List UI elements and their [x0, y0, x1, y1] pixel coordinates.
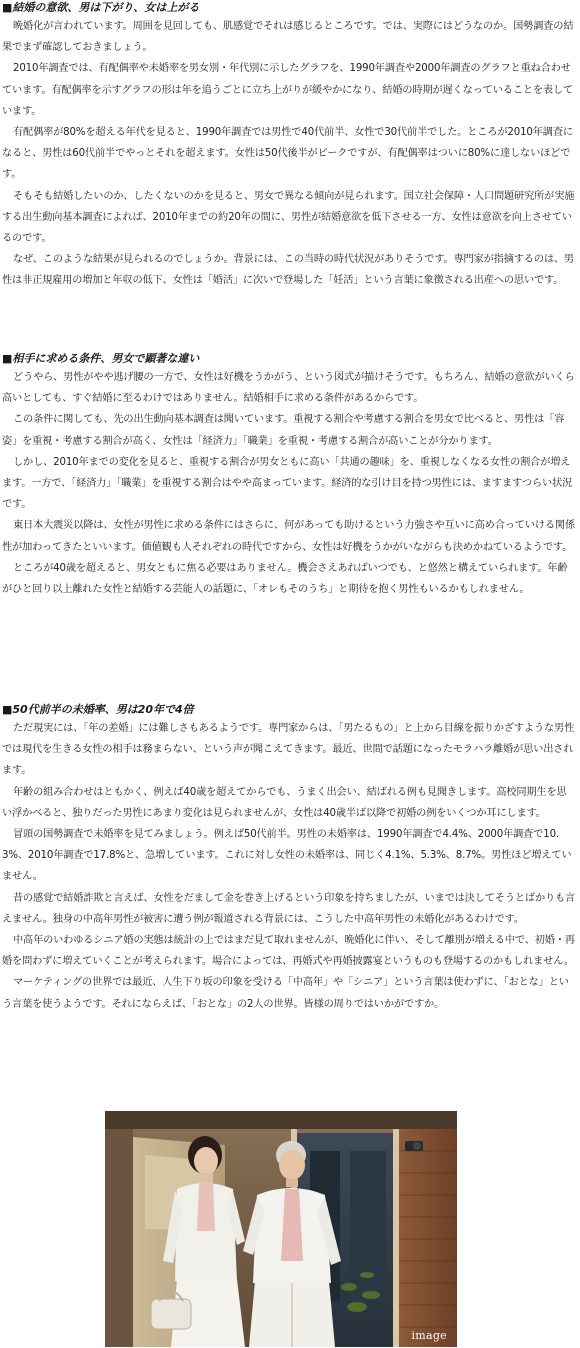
section-heading: ■結婚の意欲、男は下がり、女は上がる	[2, 1, 200, 14]
paragraph: そもそも結婚したいのか、したくないのかを見ると、男女で異なる傾向が見られます。国立社会保障・人口問題研究所が実施する出生動向基本調査によれば、2010年までの約20年の間に、男性が結婚意欲を低下させる一方、女性は意欲を向上させているのです。	[2, 190, 575, 245]
paragraph: 晩婚化が言われています。周囲を見回しても、肌感覚でそれは感じるところです。では、実際にはどうなのか。国勢調査の結果でまず確認しておきましょう。	[2, 21, 574, 54]
paragraph: 中高年のいわゆるシニア婚の実態は統計の上ではまだ見て取れませんが、晩婚化に伴い、そして離別が増える中で、初婚・再婚を問わずに増えていくことが考えられます。場合によっては、再婚式や再婚披露宴というものも登場するのかもしれません。	[2, 935, 575, 968]
paragraph: 2010年調査では、有配偶率や未婚率を男女別・年代別に示したグラフを、1990年調査や2000年調査のグラフと重ね合わせています。有配偶率を示すグラフの形は年を追うごとに立ち上がりが緩やかになり、結婚の時期が遅くなっていることを表しています。	[2, 63, 574, 117]
paragraph: しかし、2010年までの変化を見ると、重視する割合が男女ともに高い「共通の趣味」を、重視しなくなる女性の割合が増えます。一方で、「経済力」「職業」を重視する割合はやや高まっています。経済的な引け目を持つ男性には、ますますつらい状況です。	[2, 456, 573, 511]
paragraph: ところが40歳を超えると、男女ともに焦る必要はありません。機会さえあればいつでも、と悠然と構えていられます。年齢がひと回り以上離れた女性と結婚する芸能人の話題に、「オレもそのうち」と期待を抱く男性もいるかもしれません。	[2, 562, 568, 596]
paragraph: マーケティングの世界では最近、人生下り坂の印象を受ける「中高年」や「シニア」という言葉は使わずに、「おとな」という言葉を使うようです。それにならえば、「おとな」の2人の世界。皆様の周りではいかがですか。	[2, 977, 569, 1010]
paragraph: 有配偶率が80%を超える年代を見ると、1990年調査では男性で40代前半、女性で30代前半でした。ところが2010年調査になると、男性は60代前半でやっとそれを超えます。女性は50代後半がピークですが、有配偶率はついに80%に達しないほどです。	[2, 127, 573, 181]
paragraph: ただ現実には、「年の差婚」には難しさもあるようです。専門家からは、「男たるもの」と上から目線を振りかざすような男性では現代を生きる女性の相手は務まらない、という声が聞こえてきます。最近、世間で話題になったモラハラ離婚が思い出されます。	[2, 723, 575, 777]
couple-illustration	[105, 1111, 457, 1347]
section-partner-conditions	[0, 351, 580, 600]
paragraph: この条件に関しても、先の出生動向基本調査は聞いています。重視する割合や考慮する割合を男女で比べると、男性は「容姿」を重視・考慮する割合が高く、女性は「経済力」「職業」を重視・考慮する割合が高いことが分かります。	[2, 414, 565, 447]
section-heading: ■50代前半の未婚率、男は20年で4倍	[2, 703, 194, 716]
section-unmarried-rate	[0, 702, 580, 1015]
photo-caption: image	[411, 1329, 447, 1342]
couple-photo	[105, 1111, 457, 1347]
paragraph: 冒頭の国勢調査で未婚率を見てみましょう。例えば50代前半。男性の未婚率は、1990年調査で4.4%、2000年調査で10.3%、2010年調査で17.8%と、急増しています。これに対し女性の未婚率は、同じく4.1%、5.3%、8.7%。男性ほど増えていません。	[2, 829, 572, 883]
paragraph: 年齢の組み合わせはともかく、例えば40歳を超えてからでも、うまく出会い、結ばれる例も見聞きします。高校同期生を思い浮かべると、独りだった男性にあまり変化は見られませんが、女性は40歳半ば以降で初婚の例をいくつか耳にします。	[2, 786, 567, 819]
section-heading: ■相手に求める条件、男女で顕著な違い	[2, 352, 200, 365]
paragraph: 昔の感覚で結婚詐欺と言えば、女性をだまして金を巻き上げるという印象を持ちましたが、いまでは決してそうとばかりも言えません。独身の中高年男性が被害に遭う例が報道される背景には、こうした中高年男性の未婚化があるわけです。	[2, 892, 576, 925]
paragraph: なぜ、このような結果が見られるのでしょうか。背景には、この当時の時代状況がありそうです。専門家が指摘するのは、男性は非正規雇用の増加と年収の低下、女性は「婚活」に次いで登場した「妊活」という言葉に象徴される出産への思いです。	[2, 254, 574, 287]
section-marriage-willingness	[0, 0, 580, 292]
paragraph: 東日本大震災以降は、女性が男性に求める条件にはさらに、何があっても助けるという力強さや互いに高め合っていける関係性が加わってきたといいます。価値観も人それぞれの時代ですから、女性は好機をうかがいながらも決めかねているようです。	[2, 520, 575, 553]
paragraph: どうやら、男性がやや逃げ腰の一方で、女性は好機をうかがう、という図式が描けそうです。もちろん、結婚の意欲がいくら高いとしても、すぐ結婚に至るわけではありません。結婚相手に求める条件があるからです。	[2, 372, 575, 405]
